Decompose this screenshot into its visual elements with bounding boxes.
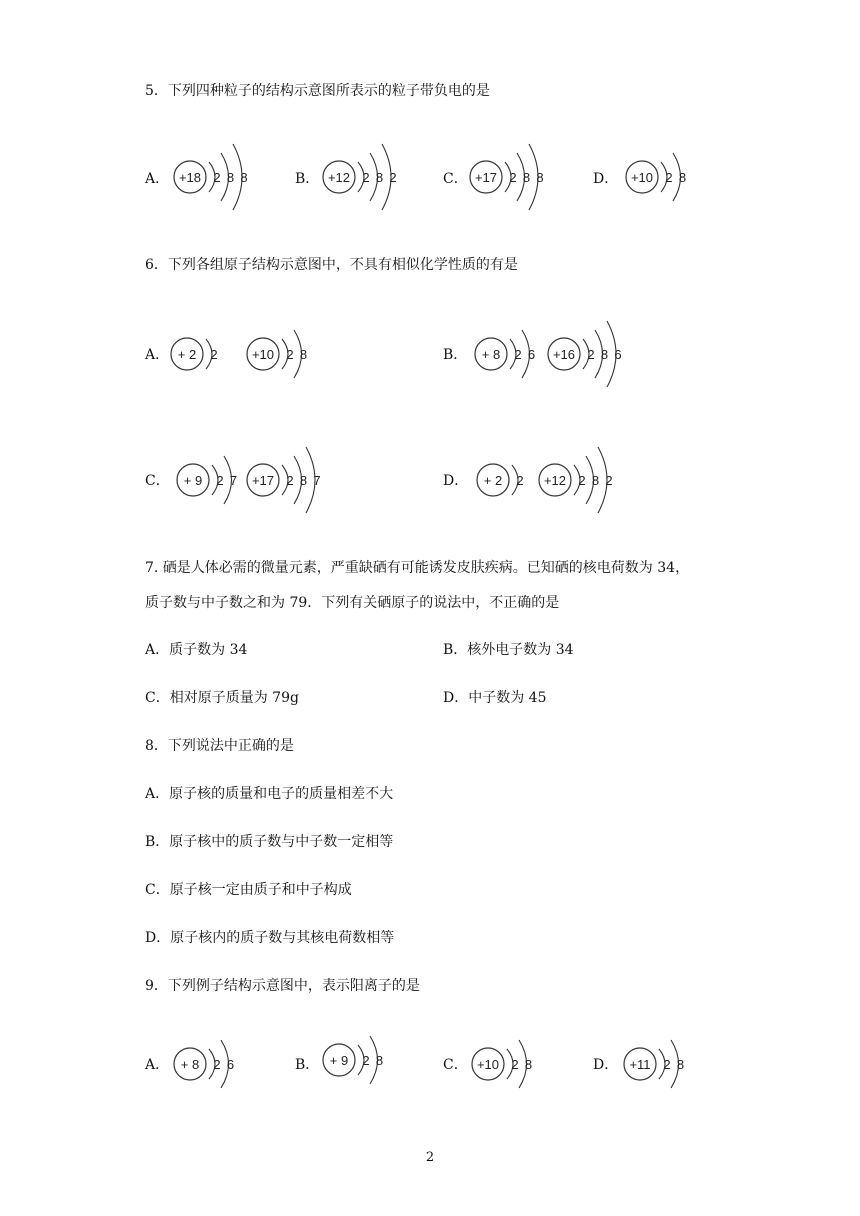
q7-option-c: C．相对原子质量为 79g — [145, 690, 299, 706]
shell-electron-count: 6 — [226, 1057, 235, 1072]
q6-stem: 6．下列各组原子结构示意图中，不具有相似化学性质的有是 — [145, 257, 518, 273]
q8-option-d: D．原子核内的质子数与其核电荷数相等 — [145, 930, 395, 946]
q5-option-c-label: C． — [443, 171, 468, 187]
shell-electron-count: 2 — [578, 473, 586, 488]
shell-electron-count: 7 — [229, 473, 238, 488]
shell-electron-count: 2 — [509, 170, 517, 185]
shell-electron-count: 2 — [213, 1057, 221, 1072]
shell-electron-count: 2 — [511, 1057, 519, 1072]
shell-electron-count: 6 — [614, 347, 622, 362]
q5-stem: 5．下列四种粒子的结构示意图所表示的粒子带负电的是 — [145, 83, 490, 99]
shell-electron-count: 8 — [676, 1057, 685, 1072]
shell-electron-count: 2 — [514, 347, 522, 362]
q5-option-a-label: A． — [145, 171, 170, 187]
shell-electron-count: 8 — [522, 170, 531, 185]
q5-option-d-label: D． — [593, 171, 619, 187]
shell-electron-count: 8 — [226, 170, 235, 185]
shell-electron-count: 8 — [375, 1053, 384, 1068]
shell-electron-count: 2 — [665, 170, 673, 185]
shell-electron-count: 8 — [678, 170, 687, 185]
q8-option-a: A．原子核的质量和电子的质量相差不大 — [145, 786, 394, 802]
nucleus-charge: +10 — [476, 1057, 500, 1072]
shell-electron-count: 2 — [286, 347, 294, 362]
shell-electron-count: 2 — [587, 347, 595, 362]
q6-option-a-label: A． — [145, 347, 170, 363]
shell-electron-count: 2 — [389, 170, 397, 185]
q9-option-c-label: C． — [443, 1057, 468, 1073]
nucleus-charge: +10 — [630, 170, 654, 185]
nucleus-charge: +10 — [251, 347, 275, 362]
shell-electron-count: 2 — [362, 170, 370, 185]
q7-option-b: B．核外电子数为 34 — [443, 642, 574, 658]
q6-option-a-atom-2 — [233, 300, 333, 410]
shell-electron-count: 2 — [213, 170, 221, 185]
nucleus-charge: + 8 — [180, 1057, 200, 1072]
nucleus-charge: +11 — [629, 1057, 651, 1072]
shell-electron-count: 8 — [536, 170, 544, 185]
nucleus-charge: +17 — [474, 170, 498, 185]
nucleus-charge: + 8 — [481, 347, 501, 362]
q7-stem-line-1: 7. 硒是人体必需的微量元素，严重缺硒有可能诱发皮肤疾病。已知硒的核电荷数为 34， — [145, 560, 690, 576]
shell-electron-count: 8 — [240, 170, 248, 185]
page-number: 2 — [425, 1150, 435, 1165]
shell-electron-count: 2 — [362, 1053, 370, 1068]
nucleus-charge: + 2 — [177, 347, 197, 362]
q9-option-d-diagram — [610, 1005, 720, 1120]
q6-option-b-atom-2 — [534, 300, 664, 410]
nucleus-charge: +12 — [543, 473, 567, 488]
q8-option-b: B．原子核中的质子数与中子数一定相等 — [145, 834, 394, 850]
q6-option-c-atom-2 — [233, 425, 363, 535]
q5-option-d-diagram — [612, 120, 722, 230]
q7-option-d: D．中子数为 45 — [443, 690, 547, 706]
q9-option-b-diagram — [309, 1005, 419, 1115]
shell-electron-count: 8 — [600, 347, 609, 362]
shell-electron-count: 2 — [286, 473, 294, 488]
nucleus-charge: +17 — [251, 473, 275, 488]
nucleus-charge: + 2 — [483, 473, 503, 488]
q9-option-b-label: B． — [295, 1057, 320, 1073]
nucleus-charge: +16 — [552, 347, 576, 362]
nucleus-charge: + 9 — [329, 1053, 349, 1068]
shell-electron-count: 2 — [216, 473, 224, 488]
shell-electron-count: 8 — [524, 1057, 533, 1072]
shell-electron-count: 7 — [313, 473, 321, 488]
nucleus-charge: +18 — [178, 170, 202, 185]
q8-option-c: C．原子核一定由质子和中子构成 — [145, 882, 352, 898]
q6-option-d-label: D． — [443, 473, 469, 489]
q5-option-a-diagram — [160, 120, 290, 230]
shell-electron-count: 8 — [299, 347, 308, 362]
q6-option-d-atom-2 — [525, 425, 655, 535]
q6-option-c-label: C． — [145, 473, 170, 489]
shell-electron-count: 6 — [527, 347, 536, 362]
shell-electron-count: 2 — [605, 473, 613, 488]
nucleus-charge: +12 — [327, 170, 351, 185]
shell-electron-count: 8 — [299, 473, 308, 488]
q5-option-c-diagram — [456, 120, 586, 230]
shell-electron-count: 8 — [591, 473, 600, 488]
q7-stem-line-2: 质子数与中子数之和为 79．下列有关硒原子的说法中，不正确的是 — [145, 595, 560, 611]
q9-option-c-diagram — [458, 1010, 568, 1120]
shell-electron-count: 2 — [663, 1057, 671, 1072]
nucleus-charge: + 9 — [183, 473, 203, 488]
shell-electron-count: 8 — [375, 170, 384, 185]
q5-option-b-label: B． — [295, 171, 320, 187]
q7-option-a: A．质子数为 34 — [145, 642, 248, 658]
q9-option-d-label: D． — [593, 1057, 619, 1073]
shell-electron-count: 2 — [210, 347, 218, 362]
q6-option-b-label: B． — [443, 347, 468, 363]
q5-option-b-diagram — [309, 120, 439, 230]
shell-electron-count: 2 — [516, 473, 524, 488]
q9-stem: 9．下列例子结构示意图中，表示阳离子的是 — [145, 978, 420, 994]
q9-option-a-label: A． — [145, 1057, 170, 1073]
q8-stem: 8．下列说法中正确的是 — [145, 738, 294, 754]
q9-option-a-diagram — [160, 1010, 270, 1120]
